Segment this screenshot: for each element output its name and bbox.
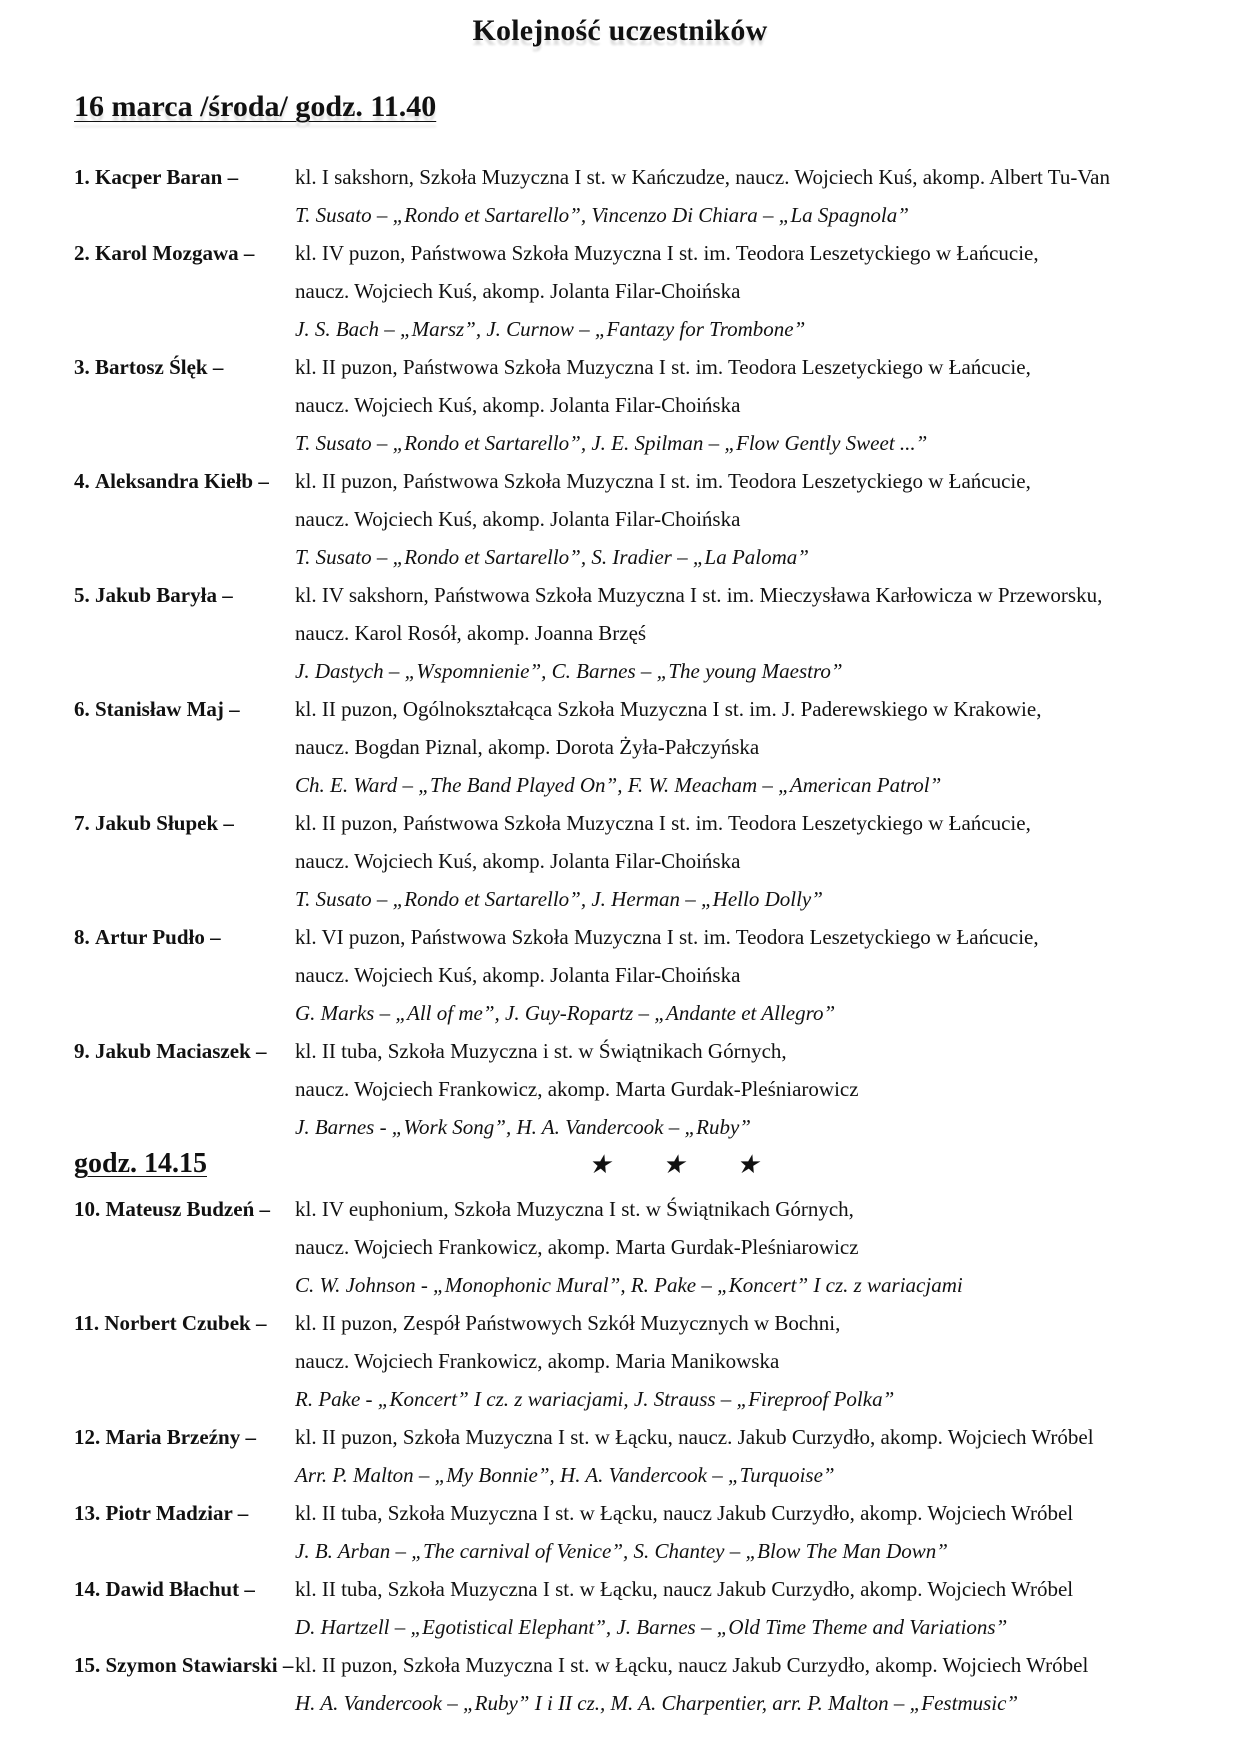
participant-name: Norbert Czubek – <box>104 1311 267 1335</box>
participant-list-afternoon <box>74 1190 1224 1722</box>
repertoire-line: Arr. P. Malton – „My Bonnie”, H. A. Vandercook – „Turquoise” <box>295 1463 835 1487</box>
participant-details: kl. IV puzon, Państwowa Szkoła Muzyczna I st. im. Teodora Leszetyckiego w Łańcucie, <box>295 241 1039 265</box>
participant-name: Jakub Baryła – <box>95 583 233 607</box>
repertoire-line: T. Susato – „Rondo et Sartarello”, S. Iradier – „La Paloma” <box>295 545 809 569</box>
participant-name: Jakub Maciaszek – <box>95 1039 267 1063</box>
participant-details: kl. II puzon, Szkoła Muzyczna I st. w Łącku, naucz. Jakub Curzydło, akomp. Wojciech Wróbel <box>295 1425 1094 1449</box>
participant-details: kl. II tuba, Szkoła Muzyczna I st. w Łącku, naucz Jakub Curzydło, akomp. Wojciech Wróbel <box>295 1501 1074 1525</box>
participant-details: kl. II puzon, Ogólnokształcąca Szkoła Muzyczna I st. im. J. Paderewskiego w Krakowie, <box>295 697 1042 721</box>
participant-name: Szymon Stawiarski – <box>105 1653 294 1677</box>
participant-name: Aleksandra Kiełb – <box>95 469 269 493</box>
participant-number: 3. <box>74 355 90 379</box>
participant-entry <box>74 462 1224 576</box>
participant-details: naucz. Karol Rosół, akomp. Joanna Brzęś <box>295 621 647 645</box>
participant-details: kl. II puzon, Państwowa Szkoła Muzyczna I st. im. Teodora Leszetyckiego w Łańcucie, <box>295 355 1031 379</box>
participant-name: Mateusz Budzeń – <box>105 1197 270 1221</box>
participant-details: naucz. Wojciech Kuś, akomp. Jolanta Filar-Choińska <box>295 963 741 987</box>
participant-entry <box>74 1494 1224 1570</box>
participant-details: kl. IV euphonium, Szkoła Muzyczna I st. w Świątnikach Górnych, <box>295 1197 854 1221</box>
participant-name: Dawid Błachut – <box>105 1577 255 1601</box>
participant-number: 13. <box>74 1501 101 1525</box>
participant-header-line <box>74 1190 1224 1228</box>
participant-number: 5. <box>74 583 90 607</box>
participant-details: kl. I sakshorn, Szkoła Muzyczna I st. w Kańczudze, naucz. Wojciech Kuś, akomp. Albert Tu-Van <box>295 165 1110 189</box>
participant-entry <box>74 158 1224 234</box>
participant-number: 2. <box>74 241 90 265</box>
participant-entry <box>74 234 1224 348</box>
participant-header-line <box>74 1032 1224 1070</box>
repertoire-line: T. Susato – „Rondo et Sartarello”, J. Herman – „Hello Dolly” <box>295 887 823 911</box>
participant-details: kl. II puzon, Państwowa Szkoła Muzyczna I st. im. Teodora Leszetyckiego w Łańcucie, <box>295 811 1031 835</box>
participant-header-line <box>74 918 1224 956</box>
participant-details: kl. II puzon, Szkoła Muzyczna I st. w Łącku, naucz Jakub Curzydło, akomp. Wojciech Wróbel <box>295 1653 1089 1677</box>
repertoire-line: R. Pake - „Koncert” I cz. z wariacjami, J. Strauss – „Fireproof Polka” <box>295 1387 895 1411</box>
participant-header-line <box>74 234 1224 272</box>
participant-entry <box>74 348 1224 462</box>
participant-details: kl. VI puzon, Państwowa Szkoła Muzyczna I st. im. Teodora Leszetyckiego w Łańcucie, <box>295 925 1039 949</box>
participant-name: Bartosz Ślęk – <box>95 355 224 379</box>
participant-number: 10. <box>74 1197 101 1221</box>
participant-entry <box>74 576 1224 690</box>
participant-header-line <box>74 1418 1224 1456</box>
participant-details: kl. II tuba, Szkoła Muzyczna I st. w Łącku, naucz Jakub Curzydło, akomp. Wojciech Wróbel <box>295 1577 1074 1601</box>
participant-details: kl. IV sakshorn, Państwowa Szkoła Muzyczna I st. im. Mieczysława Karłowicza w Przeworsku, <box>295 583 1103 607</box>
participant-number: 4. <box>74 469 90 493</box>
participant-name: Maria Brzeźny – <box>105 1425 256 1449</box>
repertoire-line: J. Barnes - „Work Song”, H. A. Vandercook – „Ruby” <box>295 1115 751 1139</box>
repertoire-line: Ch. E. Ward – „The Band Played On”, F. W. Meacham – „American Patrol” <box>295 773 942 797</box>
participant-header-line <box>74 690 1224 728</box>
participant-header-line <box>74 1494 1224 1532</box>
repertoire-line: J. Dastych – „Wspomnienie”, C. Barnes – „The young Maestro” <box>295 659 843 683</box>
participant-details: kl. II tuba, Szkoła Muzyczna i st. w Świątnikach Górnych, <box>295 1039 787 1063</box>
repertoire-line: C. W. Johnson - „Monophonic Mural”, R. Pake – „Koncert” I cz. z wariacjami <box>295 1273 963 1297</box>
participant-entry <box>74 1646 1224 1722</box>
participant-name: Jakub Słupek – <box>95 811 234 835</box>
participant-entry <box>74 1570 1224 1646</box>
repertoire-line: G. Marks – „All of me”, J. Guy-Ropartz – „Andante et Allegro” <box>295 1001 836 1025</box>
participant-number: 8. <box>74 925 90 949</box>
repertoire-line: H. A. Vandercook – „Ruby” I i II cz., M. A. Charpentier, arr. P. Malton – „Festmusic” <box>295 1691 1019 1715</box>
repertoire-line: J. S. Bach – „Marsz”, J. Curnow – „Fantazy for Trombone” <box>295 317 806 341</box>
participant-name: Artur Pudło – <box>95 925 221 949</box>
participant-details: naucz. Wojciech Kuś, akomp. Jolanta Filar-Choińska <box>295 279 741 303</box>
repertoire-line: T. Susato – „Rondo et Sartarello”, J. E. Spilman – „Flow Gently Sweet ...” <box>295 431 928 455</box>
star-icon: ★ <box>588 1150 612 1179</box>
participant-name: Piotr Madziar – <box>105 1501 249 1525</box>
participant-entry <box>74 1032 1224 1146</box>
stars-divider <box>588 1150 810 1180</box>
participant-number: 1. <box>74 165 90 189</box>
participant-number: 12. <box>74 1425 101 1449</box>
participant-number: 7. <box>74 811 90 835</box>
participant-number: 6. <box>74 697 90 721</box>
participant-details: kl. II puzon, Państwowa Szkoła Muzyczna I st. im. Teodora Leszetyckiego w Łańcucie, <box>295 469 1031 493</box>
star-icon: ★ <box>736 1150 760 1179</box>
participant-entry <box>74 1304 1224 1418</box>
participant-header-line <box>74 804 1224 842</box>
participant-header-line <box>74 1304 1224 1342</box>
participant-name: Karol Mozgawa – <box>95 241 255 265</box>
time-heading: godz. 14.15 <box>74 1148 207 1179</box>
participant-header-line <box>74 1646 1224 1684</box>
participant-details: naucz. Wojciech Kuś, akomp. Jolanta Filar-Choińska <box>295 507 741 531</box>
participant-details: naucz. Wojciech Frankowicz, akomp. Marta Gurdak-Pleśniarowicz <box>295 1077 859 1101</box>
participant-entry <box>74 918 1224 1032</box>
participant-entry <box>74 804 1224 918</box>
participant-header-line <box>74 1570 1224 1608</box>
participant-details: kl. II puzon, Zespół Państwowych Szkół Muzycznych w Bochni, <box>295 1311 841 1335</box>
participant-entry <box>74 1418 1224 1494</box>
repertoire-line: J. B. Arban – „The carnival of Venice”, S. Chantey – „Blow The Man Down” <box>295 1539 948 1563</box>
participant-details: naucz. Wojciech Kuś, akomp. Jolanta Filar-Choińska <box>295 849 741 873</box>
participant-header-line <box>74 348 1224 386</box>
date-heading: 16 marca /środa/ godz. 11.40 <box>74 90 437 123</box>
page-title: Kolejność uczestników <box>472 14 768 47</box>
participant-header-line <box>74 576 1224 614</box>
repertoire-line: D. Hartzell – „Egotistical Elephant”, J. Barnes – „Old Time Theme and Variations” <box>295 1615 1008 1639</box>
participant-name: Kacper Baran – <box>95 165 239 189</box>
participant-number: 14. <box>74 1577 101 1601</box>
repertoire-line: T. Susato – „Rondo et Sartarello”, Vincenzo Di Chiara – „La Spagnola” <box>295 203 909 227</box>
participant-details: naucz. Wojciech Kuś, akomp. Jolanta Filar-Choińska <box>295 393 741 417</box>
participant-number: 15. <box>74 1653 101 1677</box>
participant-details: naucz. Wojciech Frankowicz, akomp. Marta Gurdak-Pleśniarowicz <box>295 1235 859 1259</box>
star-icon: ★ <box>662 1150 686 1179</box>
participant-entry <box>74 690 1224 804</box>
participant-name: Stanisław Maj – <box>95 697 240 721</box>
participant-number: 11. <box>74 1311 100 1335</box>
participant-list-morning <box>74 158 1224 1146</box>
participant-entry <box>74 1190 1224 1304</box>
participant-number: 9. <box>74 1039 90 1063</box>
participant-details: naucz. Bogdan Piznal, akomp. Dorota Żyła-Pałczyńska <box>295 735 760 759</box>
participant-header-line <box>74 462 1224 500</box>
participant-details: naucz. Wojciech Frankowicz, akomp. Maria Manikowska <box>295 1349 780 1373</box>
participant-header-line <box>74 158 1224 196</box>
